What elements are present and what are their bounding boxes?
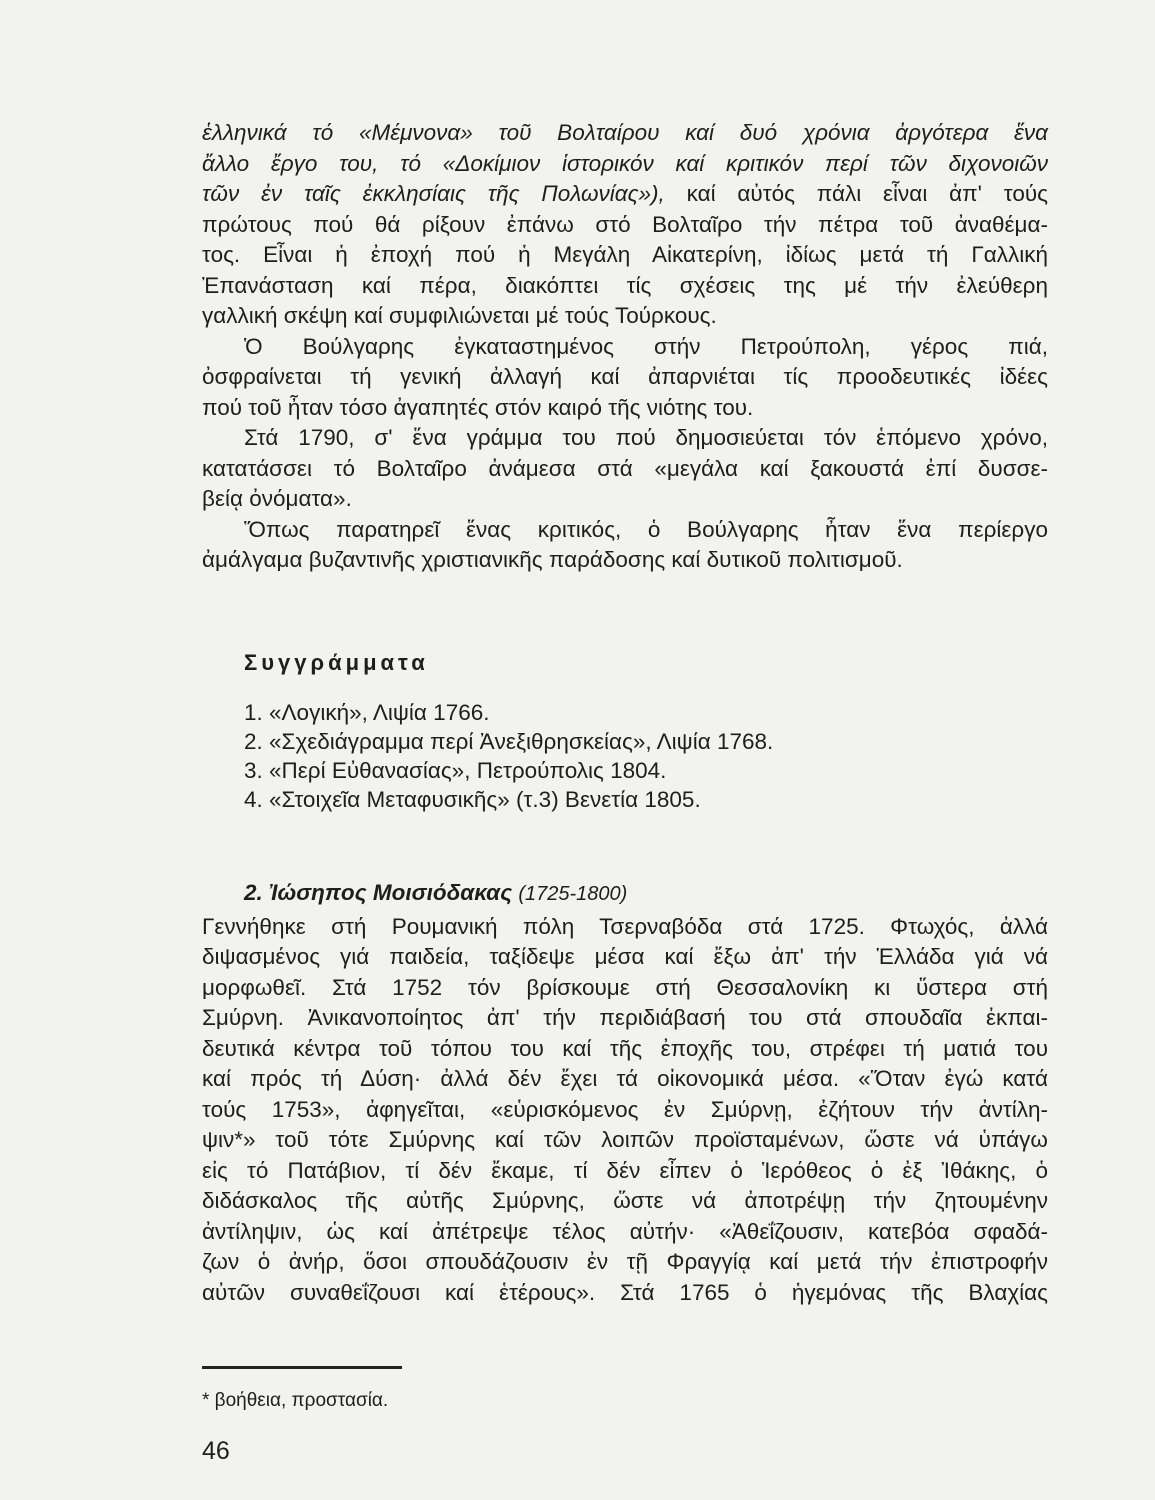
- text-line: καί πρός τή Δύση· ἀλλά δέν ἔχει τά οἰκονομικά μέσα. «Ὅταν ἐγώ κατά: [202, 1066, 1048, 1091]
- text-line: πρώτους πού θά ρίξουν ἐπάνω στό Βολταῖρο τήν πέτρα τοῦ ἀναθέμα-: [202, 211, 1048, 237]
- text-line: διψασμένος γιά παιδεία, ταξίδεψε μέσα καί ἔξω ἀπ' τήν Ἑλλάδα γιά νά: [202, 944, 1048, 969]
- italic-title: τῶν ἐν ταῖς ἐκκλησίαις τῆς Πολωνίας»),: [202, 181, 665, 206]
- text-line: Σμύρνη. Ἀνικανοποίητος ἀπ' τήν περιδιάβασή του στά σπουδαῖα ἐκπαι-: [202, 1005, 1048, 1030]
- text-line: γαλλική σκέψη καί συμφιλιώνεται μέ τούς Τούρκους.: [202, 303, 717, 328]
- text-line: ἀμάλγαμα βυζαντινῆς χριστιανικῆς παράδοσης καί δυτικοῦ πολιτισμοῦ.: [202, 547, 903, 572]
- text-line: ἄλλο ἔργο του, τό «Δοκίμιον ἱστορικόν καί κριτικόν περί τῶν διχονοιῶν: [202, 150, 1048, 176]
- paragraph-2: [202, 332, 1048, 424]
- text-line: πού τοῦ ἦταν τόσο ἀγαπητές στόν καιρό τῆς νιότης του.: [202, 394, 754, 420]
- text-line: ὀσφραίνεται τή γενική ἀλλαγή καί ἀπαρνιέται τίς προοδευτικές ἰδέες: [202, 364, 1048, 389]
- paragraph-4: [202, 515, 1048, 576]
- text-line: Ὅπως παρατηρεῖ ἕνας κριτικός, ὁ Βούλγαρης ἦταν ἕνα περίεργο: [244, 516, 1048, 542]
- footnote: * βοήθεια, προστασία.: [202, 1390, 389, 1411]
- text-line: ἀντίληψιν, ὡς καί ἀπέτρεψε τέλος αὐτήν· «Ἀθεΐζουσιν, κατεβόα σφαδά-: [202, 1218, 1048, 1244]
- biography-dates: (1725-1800): [518, 882, 628, 905]
- text-line: αὐτῶν συναθεΐζουσι καί ἑτέρους». Στά 1765 ὁ ἡγεμόνας τῆς Βλαχίας: [202, 1279, 1048, 1305]
- text-line: διδάσκαλος τῆς αὐτῆς Σμύρνης, ὥστε νά ἀποτρέψῃ τήν ζητουμένην: [202, 1188, 1048, 1213]
- text-line: ψιν*» τοῦ τότε Σμύρνης καί τῶν λοιπῶν προϊσταμένων, ὥστε νά ὑπάγω: [202, 1127, 1048, 1152]
- paragraph-3: [202, 423, 1048, 515]
- text-line: Γεννήθηκε στή Ρουμανική πόλη Τσερναβόδα στά 1725. Φτωχός, ἀλλά: [202, 913, 1048, 939]
- text-line: μορφωθεῖ. Στά 1752 τόν βρίσκουμε στή Θεσσαλονίκη κι ὕστερα στή: [202, 974, 1048, 1000]
- text-line: βείᾳ ὀνόματα».: [202, 486, 352, 511]
- text-line: Στά 1790, σ' ἕνα γράμμα του πού δημοσιεύεται τόν ἑπόμενο χρόνο,: [244, 425, 1048, 450]
- text-line: Ἐπανάσταση καί πέρα, διακόπτει τίς σχέσεις της μέ τήν ἐλεύθερη: [202, 272, 1048, 298]
- biography-name: 2. Ἰώσηπος Μοισιόδακας: [244, 879, 513, 905]
- list-item: 2. «Σχεδιάγραμμα περί Ἀνεξιθρησκείας», Λιψία 1768.: [244, 728, 774, 754]
- text-line: ἑλληνικά τό «Μέμνονα» τοῦ Βολταίρου καί δυό χρόνια ἀργότερα ἕνα: [202, 120, 1048, 145]
- works-heading: Συγγράμματα: [244, 649, 429, 675]
- footnote-rule: [202, 1366, 402, 1369]
- text-line: εἰς τό Πατάβιον, τί δέν ἔκαμε, τί δέν εἶπεν ὁ Ἱερόθεος ὁ ἐξ Ἰθάκης, ὁ: [202, 1157, 1048, 1183]
- text-run: καί αὐτός πάλι εἶναι ἀπ' τούς: [664, 181, 1048, 206]
- page-number: 46: [202, 1437, 230, 1465]
- paragraph-1: [202, 118, 1048, 332]
- works-list: [244, 698, 1048, 814]
- text-line: ζων ὁ ἀνήρ, ὅσοι σπουδάζουσιν ἐν τῇ Φραγγίᾳ καί μετά τήν ἐπιστροφήν: [202, 1249, 1048, 1274]
- text-line: Ὁ Βούλγαρης ἐγκαταστημένος στήν Πετρούπολη, γέρος πιά,: [244, 333, 1048, 359]
- list-item: 1. «Λογική», Λιψία 1766.: [244, 699, 490, 725]
- biography-paragraph: [202, 912, 1048, 1309]
- text-line: [202, 179, 1048, 210]
- text-line: τούς 1753», ἀφηγεῖται, «εὑρισκόμενος ἐν Σμύρνῃ, ἐζήτουν τήν ἀντίλη-: [202, 1096, 1048, 1122]
- list-item: 4. «Στοιχεῖα Μεταφυσικῆς» (τ.3) Βενετία 1805.: [244, 786, 701, 812]
- text-line: δευτικά κέντρα τοῦ τόπου του καί τῆς ἐποχῆς του, στρέφει τή ματιά του: [202, 1035, 1048, 1061]
- text-line: κατατάσσει τό Βολταῖρο ἀνάμεσα στά «μεγάλα καί ξακουστά ἐπί δυσσε-: [202, 455, 1048, 481]
- text-line: τος. Εἶναι ἡ ἐποχή πού ἡ Μεγάλη Αἰκατερίνη, ἰδίως μετά τή Γαλλική: [202, 242, 1048, 267]
- list-item: 3. «Περί Εὐθανασίας», Πετρούπολις 1804.: [244, 757, 667, 783]
- page-body: [202, 118, 1048, 1308]
- biography-heading: [244, 880, 1048, 906]
